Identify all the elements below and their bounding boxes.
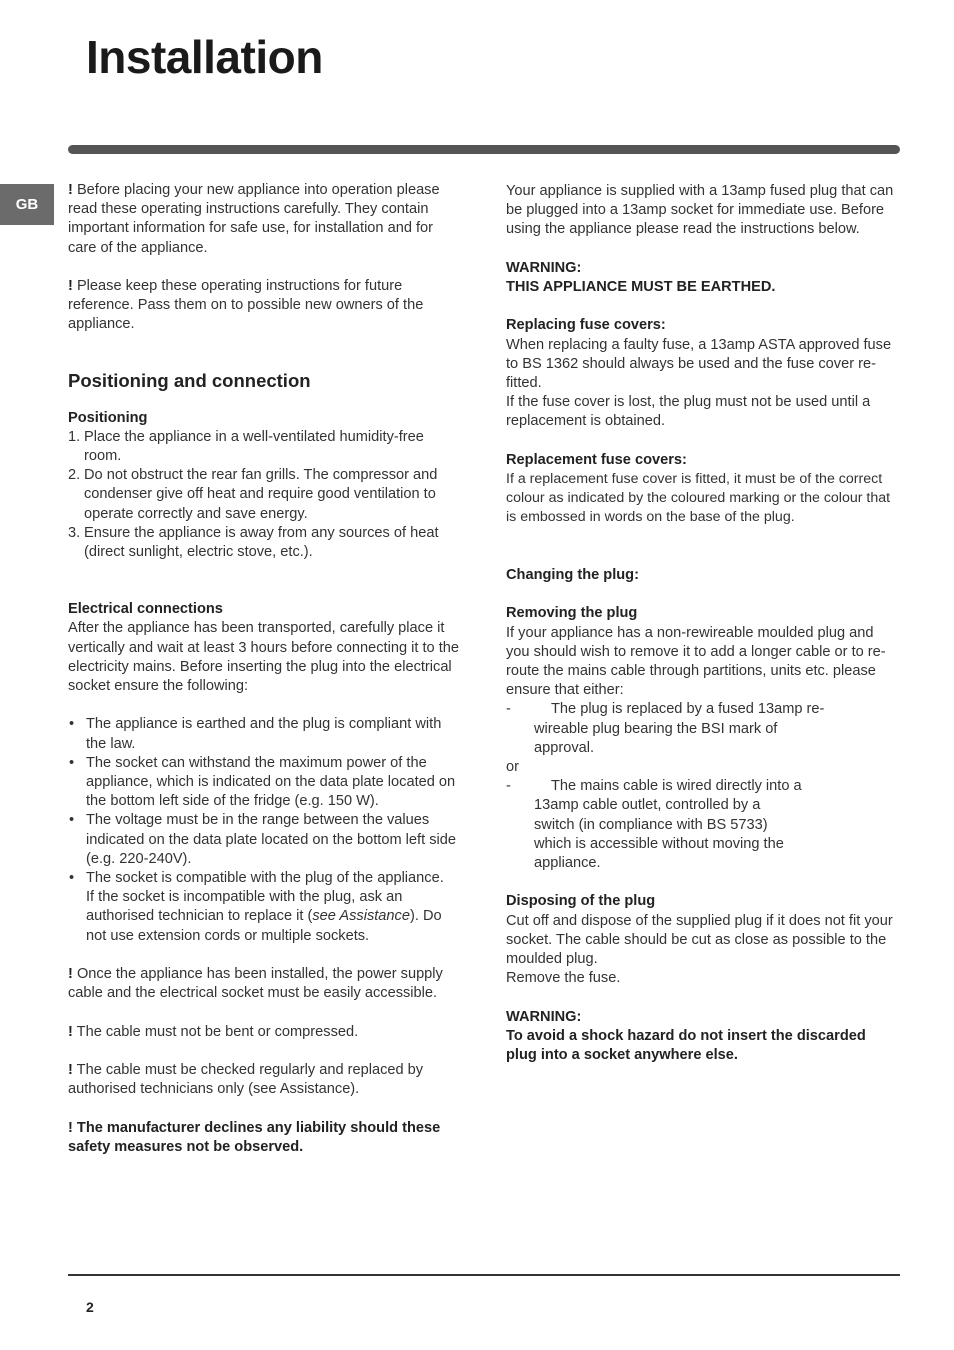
list-item: • The appliance is earthed and the plug is compliant with the law. <box>69 716 442 752</box>
replacement-text: If a replacement fuse cover is fitted, it must be of the correct colour as indicated by the coloured marking or the colour that is embossed in words on the base of the plug. <box>506 471 891 526</box>
language-tab: GB <box>0 184 54 225</box>
note-paragraph: ! The cable must be checked regularly and replaced by authorised technicians only (see Assistance). <box>68 1062 424 1098</box>
warning-mark: ! <box>68 1023 73 1040</box>
intro-paragraph-2: ! Please keep these operating instructions for future reference. Pass them on to possible new owners of the appliance. <box>68 278 424 333</box>
or-label: or <box>506 759 519 776</box>
note-paragraph: ! The cable must not be bent or compressed. <box>68 1023 359 1040</box>
list-item: 1. Place the appliance in a well-ventilated humidity-free room. <box>68 428 424 465</box>
changing-heading: Changing the plug: <box>506 567 639 583</box>
footer-divider <box>68 1274 900 1276</box>
replacement-heading: Replacement fuse covers: <box>506 451 687 468</box>
positioning-heading: Positioning <box>68 409 148 426</box>
page-number: 2 <box>86 1299 94 1315</box>
replacing-text: If the fuse cover is lost, the plug must not be used until a replacement is obtained. <box>506 394 871 430</box>
earthed-warning: THIS APPLIANCE MUST BE EARTHED. <box>506 279 776 295</box>
replacing-heading: Replacing fuse covers: <box>506 317 666 334</box>
positioning-list <box>68 428 463 562</box>
section-title: Positioning and connection <box>68 369 311 391</box>
removing-text: If your appliance has a non-rewireable moulded plug and you should wish to remove it to add a longer cable or to re-route the mains cable through partitions, units etc. please ensure that either: <box>506 624 886 699</box>
header-divider <box>68 145 900 154</box>
warning-mark: ! <box>68 1062 73 1079</box>
liability-note: ! The manufacturer declines any liability should these safety measures not be observed. <box>68 1119 441 1155</box>
shock-warning: To avoid a shock hazard do not insert the discarded plug into a socket anywhere else. <box>506 1027 866 1064</box>
warning-mark: ! <box>68 966 73 983</box>
list-item: 2. Do not obstruct the rear fan grills. The compressor and condenser give off heat and require good ventilation to operate correctly and save energy. <box>68 467 438 522</box>
see-assistance-ref: see Assistance <box>312 908 410 925</box>
disposing-heading: Disposing of the plug <box>506 893 656 910</box>
list-item: 3. Ensure the appliance is away from any sources of heat (direct sunlight, electric stove, etc.). <box>68 524 439 561</box>
disposing-text: Cut off and dispose of the supplied plug if it does not fit your socket. The cable should be cut as close as possible to the moulded plug. <box>506 912 893 968</box>
page-title: Installation <box>86 31 323 83</box>
removing-heading: Removing the plug <box>506 605 638 622</box>
electrical-checklist <box>68 715 463 945</box>
warning-mark: ! <box>68 182 73 198</box>
remove-fuse-text: Remove the fuse. <box>506 970 621 987</box>
list-item: • The socket can withstand the maximum power of the appliance, which is indicated on the data plate located on the bottom left side of the fridge (e.g. 150 W). <box>69 754 456 810</box>
replacing-text: When replacing a faulty fuse, a 13amp ASTA approved fuse to BS 1362 should always be used and the fuse cover re-fitted. <box>506 336 892 391</box>
warning-mark: ! <box>68 278 73 294</box>
left-column <box>68 181 463 1157</box>
electrical-heading: Electrical connections <box>68 601 223 618</box>
option-item: - The mains cable is wired directly into a 13amp cable outlet, controlled by a switch (in compliance with BS 5733) which is accessible without moving the appliance. <box>506 778 802 872</box>
list-item: • The voltage must be in the range between the values indicated on the data plate located on the bottom left side (e.g. 220-240V). <box>69 812 456 867</box>
warning-label: WARNING: <box>506 1008 582 1025</box>
plug-intro: Your appliance is supplied with a 13amp fused plug that can be plugged into a 13amp socket for immediate use. Before using the appliance please read the instructions below. <box>506 183 894 238</box>
electrical-intro: After the appliance has been transported, carefully place it vertically and wait at least 3 hours before connecting it to the electricity mains. Before inserting the plug into the electrical socket ensure the following: <box>68 620 460 695</box>
right-column <box>506 182 900 1065</box>
warning-label: WARNING: <box>506 259 582 276</box>
note-paragraph: ! Once the appliance has been installed, the power supply cable and the electrical socket must be easily accessible. <box>68 966 443 1002</box>
intro-paragraph-1: ! Before placing your new appliance into operation please read these operating instructions carefully. They contain important information for safe use, for installation and for care of the appliance. <box>68 182 440 256</box>
list-item: • The socket is compatible with the plug of the appliance. If the socket is incompatible with the plug, ask an authorised technician to replace it (see Assistance). Do not use extension cords or multiple sockets. <box>69 870 444 944</box>
option-item: - The plug is replaced by a fused 13amp re- wireable plug bearing the BSI mark of approval. <box>506 701 825 756</box>
